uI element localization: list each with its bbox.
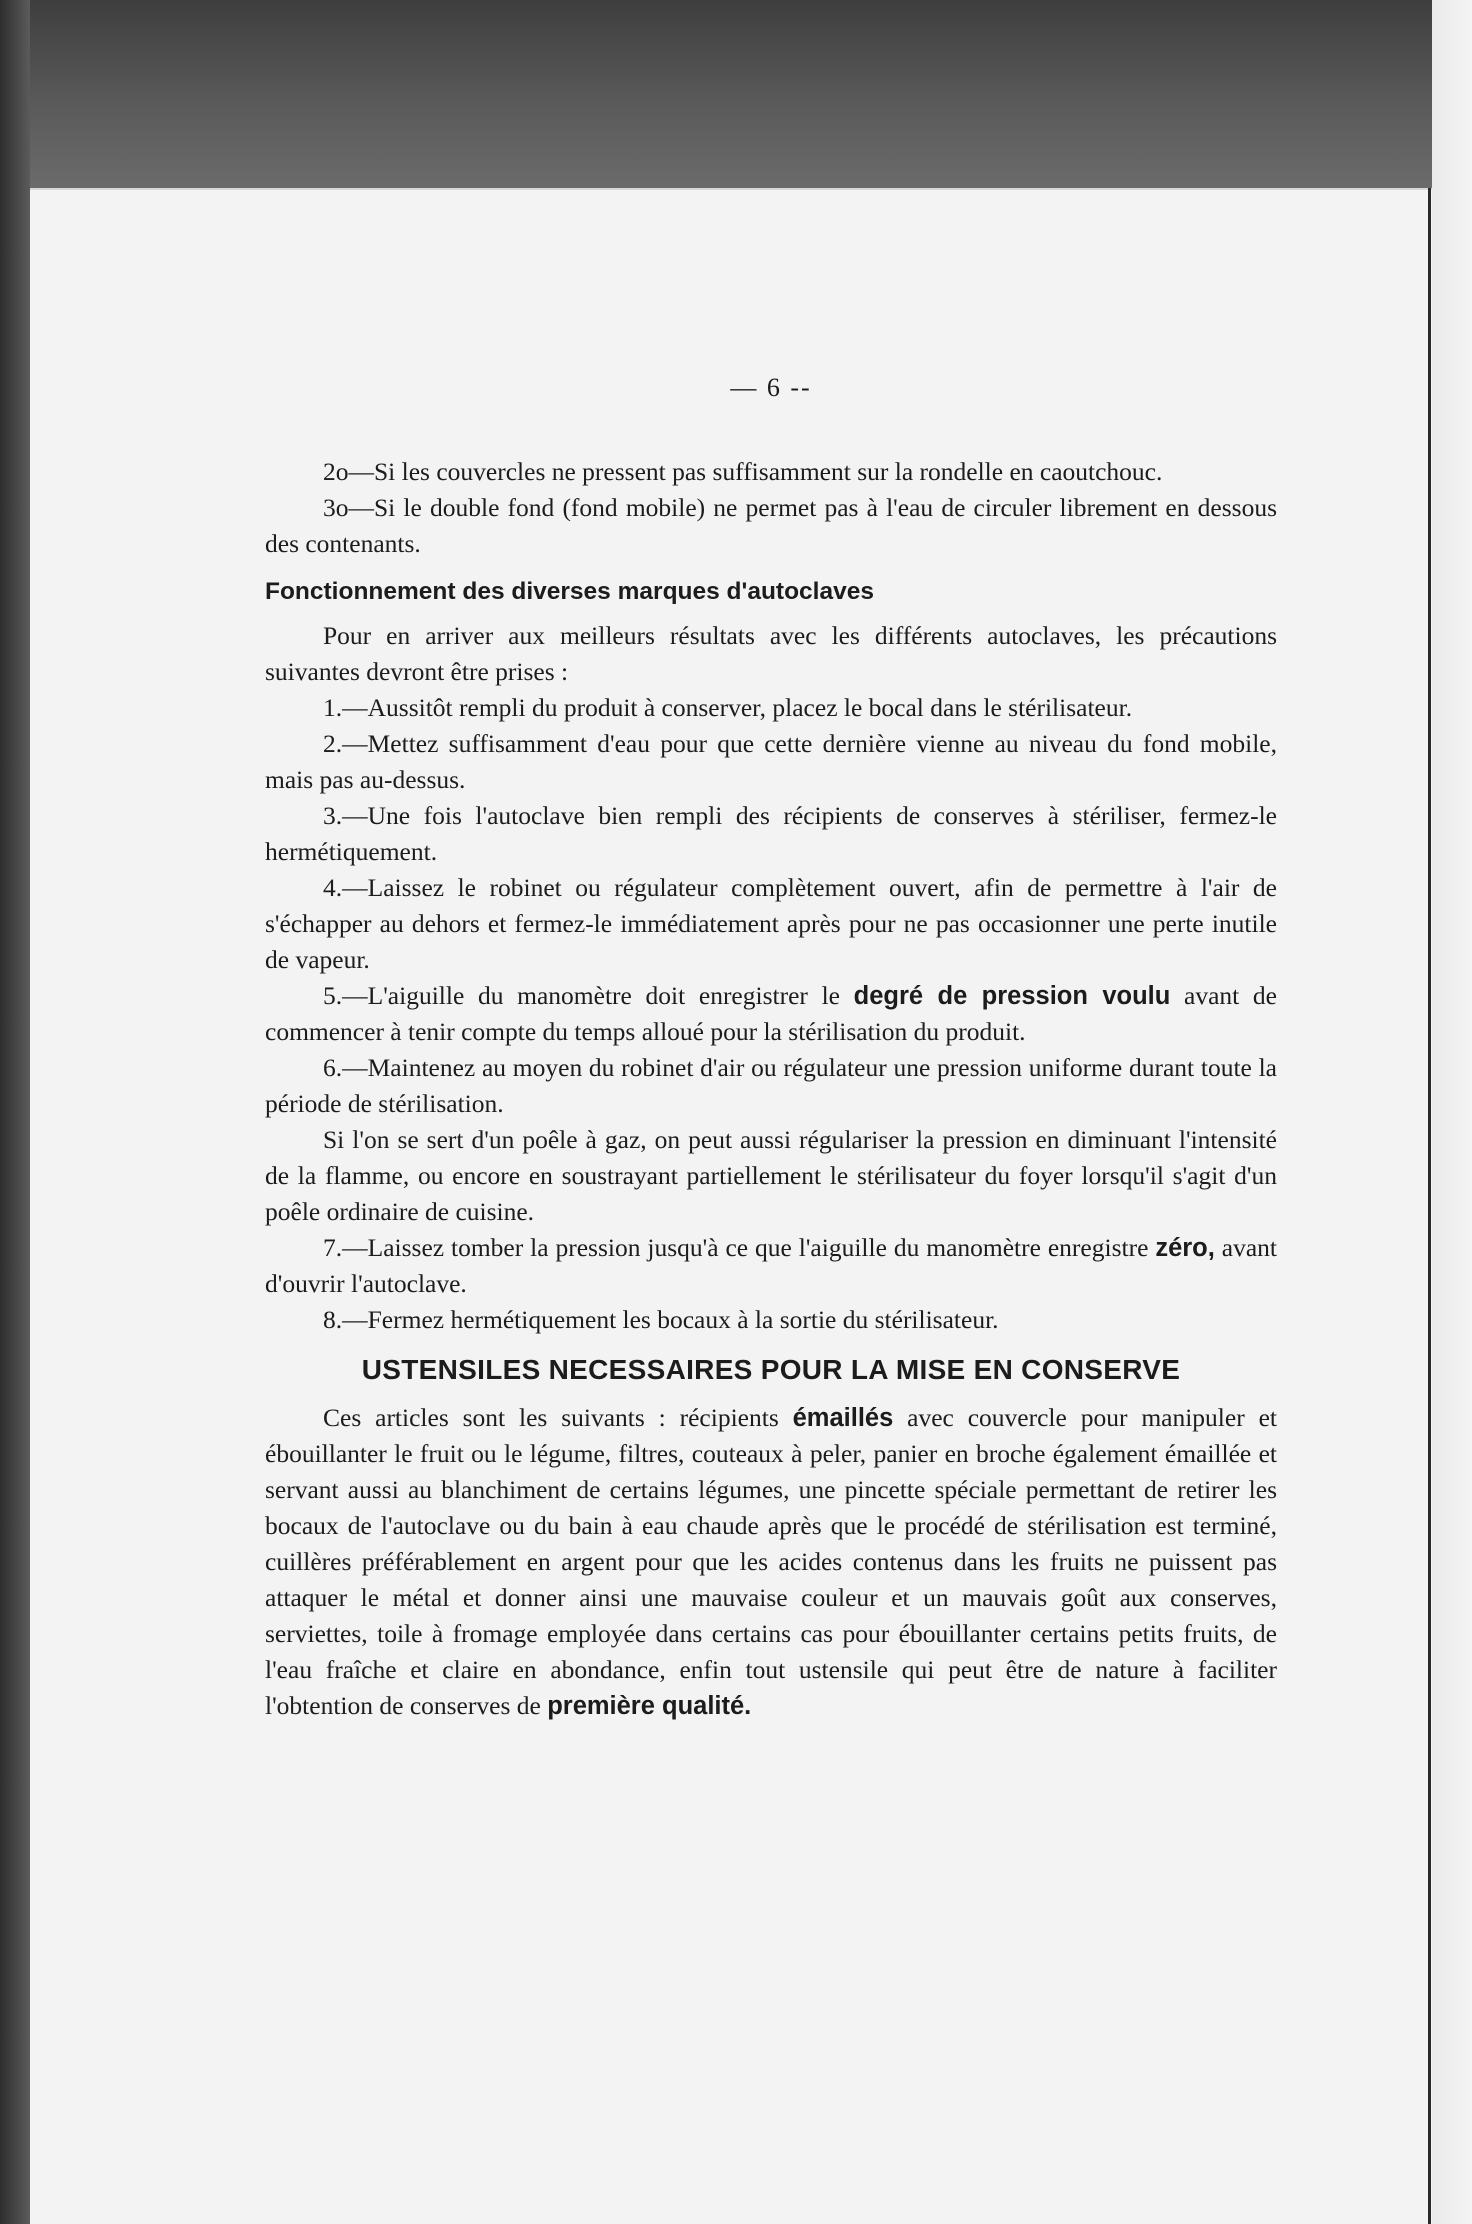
- paragraph: Si l'on se sert d'un poêle à gaz, on peut aussi régulariser la pression en diminuant l'intensité de la flamme, ou encore en soustrayant partiellement le stérilisateur du foyer lorsqu'il s'agit d'un poêle ordinaire de cuisine.: [265, 1125, 1277, 1226]
- paragraph: 2o—Si les couvercles ne pressent pas suffisamment sur la rondelle en caoutchouc.: [323, 457, 1163, 486]
- paragraph-text: avec couvercle pour manipuler et ébouillanter le fruit ou le légume, filtres, couteaux à peler, panier en broche également émaillée et servant aussi au blanchiment de certains légumes, une pincette spéciale permettant de retirer les bocaux de l'autoclave ou du bain à eau chaude après que le procédé de stérilisation est terminé, cuillères préférablement en argent pour que les acides contenus dans les fruits ne puissent pas attaquer le métal et donner ainsi une mauvaise couleur et un mauvais goût aux conserves, serviettes, toile à fromage employée dans certains cas pour ébouillanter certains petits fruits, de l'eau fraîche et claire en abondance, enfin tout ustensile qui peut être de nature à faciliter l'obtention de conserves de: [265, 1403, 1277, 1720]
- body-text: [265, 454, 1277, 1724]
- paragraph: [265, 978, 1277, 1050]
- scan-background-top: [0, 0, 1472, 190]
- paragraph-text: Ces articles sont les suivants : récipients: [323, 1403, 793, 1432]
- emphasis-text: émaillés: [792, 1404, 894, 1432]
- paragraph: 3.—Une fois l'autoclave bien rempli des récipients de conserves à stériliser, fermez-le hermétiquement.: [265, 801, 1277, 866]
- emphasis-text: première qualité.: [547, 1692, 752, 1720]
- paragraph: 1.—Aussitôt rempli du produit à conserver, placez le bocal dans le stérilisateur.: [323, 693, 1133, 722]
- paragraph: [265, 1400, 1277, 1724]
- scan-background-right: [1432, 0, 1472, 2224]
- page-content: [265, 370, 1277, 1724]
- emphasis-text: zéro,: [1155, 1234, 1215, 1262]
- paragraph: Pour en arriver aux meilleurs résultats avec les différents autoclaves, les précautions suivantes devront être prises :: [265, 621, 1277, 686]
- section-heading: Fonctionnement des diverses marques d'autoclaves: [265, 578, 874, 605]
- page-edge-shadow: [1428, 188, 1431, 2224]
- paragraph-text: avant d'ouvrir l'autoclave.: [265, 1233, 1277, 1298]
- section-heading-caps: USTENSILES NECESSAIRES POUR LA MISE EN CONSERVE: [361, 1354, 1181, 1385]
- paragraph: 6.—Maintenez au moyen du robinet d'air ou régulateur une pression uniforme durant toute la période de stérilisation.: [265, 1053, 1277, 1118]
- page-number: — 6 --: [730, 373, 812, 402]
- paragraph-text: avant de commencer à tenir compte du temps alloué pour la stérilisation du produit.: [265, 981, 1277, 1046]
- emphasis-text: degré de pression voulu: [853, 982, 1171, 1010]
- paragraph: 2.—Mettez suffisamment d'eau pour que cette dernière vienne au niveau du fond mobile, mais pas au-dessus.: [265, 729, 1277, 794]
- paragraph-text: 7.—Laissez tomber la pression jusqu'à ce que l'aiguille du manomètre enregistre: [323, 1233, 1156, 1262]
- scan-background-left: [0, 0, 30, 2224]
- paragraph: [265, 1230, 1277, 1302]
- paragraph: 8.—Fermez hermétiquement les bocaux à la sortie du stérilisateur.: [323, 1305, 999, 1334]
- paragraph: 4.—Laissez le robinet ou régulateur complètement ouvert, afin de permettre à l'air de s'échapper au dehors et fermez-le immédiatement après pour ne pas occasionner une perte inutile de vapeur.: [265, 873, 1277, 974]
- paragraph: 3o—Si le double fond (fond mobile) ne permet pas à l'eau de circuler librement en dessous des contenants.: [265, 493, 1277, 558]
- paragraph-text: 5.—L'aiguille du manomètre doit enregistrer le: [323, 981, 854, 1010]
